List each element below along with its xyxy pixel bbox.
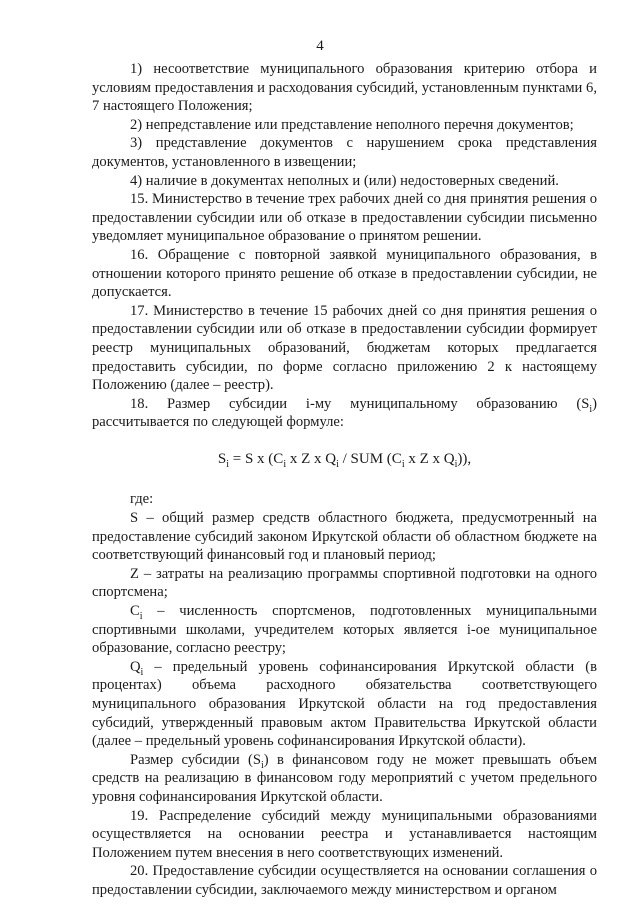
formula-sum: / SUM (C	[338, 450, 402, 467]
paragraph-item-1: 1) несоответствие муниципального образования критерию отбора и условиям предоставления и расходования субсидий, установленным пунктами 6, 7 настоящего Положения;	[92, 61, 597, 115]
formula-c2-sub: i	[401, 458, 405, 470]
paragraph-18	[92, 395, 597, 432]
page-number: 4	[316, 38, 324, 54]
paragraph-17: 17. Министерство в течение 15 рабочих дней со дня принятия решения о предоставлении субсидии или об отказе в предоставлении субсидии формирует реестр муниципальных образований, бюджетам которых предлагается предоставить субсидии, по форме согласно приложению 2 к настоящему Положению (далее – реестр).	[92, 302, 597, 394]
paragraph-16: 16. Обращение с повторной заявкой муниципального образования, в отношении которого принято решение об отказе в предоставлении субсидии, не допускается.	[92, 246, 597, 301]
p18-after: ) рассчитывается по следующей формуле:	[92, 395, 597, 431]
paragraph-item-4: 4) наличие в документах неполных и (или) недостоверных сведений.	[130, 172, 559, 189]
def-q-sub: i	[140, 666, 144, 678]
formula-q-sub: i	[336, 458, 339, 470]
p-size-sub: i	[261, 759, 264, 771]
p18-sub: i	[589, 403, 593, 415]
paragraph-20: 20. Предоставление субсидии осуществляется на основании соглашения о предоставлении субсидии, заключаемого между министерством и органом	[92, 863, 597, 898]
p18-before: 18. Размер субсидии i-му муниципальному образованию (S	[130, 395, 590, 412]
definition-z: Z – затраты на реализацию программы спортивной подготовки на одного спортсмена;	[92, 565, 597, 601]
def-q-text: – предельный уровень софинансирования Иркутской области (в процентах) объема расходного обязательства соответствующего муниципального образования Иркутской области на год предоставления субсидий, утвержденный правовым актом Правительства Иркутской области (далее – предельный уровень софинансирования Иркутской области).	[92, 658, 597, 750]
paragraph-subsidy-size	[92, 751, 597, 807]
p-size-before: Размер субсидии (S	[130, 751, 262, 768]
def-c-letter: C	[130, 603, 140, 620]
definition-c	[92, 602, 597, 658]
paragraph-item-3: 3) представление документов с нарушением срока представления документов, установленного в извещении;	[92, 135, 597, 170]
paragraph-15: 15. Министерство в течение трех рабочих дней со дня принятия решения о предоставлении субсидии или об отказе в предоставлении субсидии письменно уведомляет муниципальное образование о принятом решении.	[92, 191, 597, 245]
paragraph-19: 19. Распределение субсидий между муниципальными образованиями осуществляется на основании реестра и устанавливается настоящим Положением путем внесения в него соответствующих изменений.	[92, 807, 597, 861]
document-body	[92, 60, 597, 900]
definition-s: S – общий размер средств областного бюджета, предусмотренный на предоставление субсидий законом Иркутской области об областном бюджете на соответствующий финансовый год и плановый период;	[92, 510, 597, 564]
formula-end: )),	[457, 450, 472, 467]
formula-mid: x Z x Q	[286, 450, 337, 467]
formula-c-sub: i	[283, 458, 287, 470]
formula: $S_i = S$ x ($C_i$ x Z x $Q_i$ / SUM ($C_i$ x Z x $Q_i$)),	[217, 450, 472, 470]
definition-q	[92, 658, 597, 751]
where-label: где:	[130, 491, 154, 508]
formula-q2-sub: i	[454, 458, 458, 470]
paragraph-item-2: 2) непредставление или представление неполного перечня документов;	[130, 116, 574, 133]
def-q-letter: Q	[130, 658, 141, 675]
p-size-after: ) в финансовом году не может превышать объем средств на реализацию в финансовом году мероприятий с учетом предельного уровня софинансирования Иркутской области.	[92, 751, 597, 805]
formula-s-sub: i	[226, 458, 229, 470]
def-c-sub: i	[139, 610, 143, 622]
formula-eq: = S x (C	[229, 450, 284, 467]
formula-mid2: x Z x Q	[404, 450, 455, 467]
def-c-text: – численность спортсменов, подготовленных муниципальными спортивными школами, учредителем которых является i-ое муниципальное образование, согласно реестру;	[92, 603, 597, 657]
